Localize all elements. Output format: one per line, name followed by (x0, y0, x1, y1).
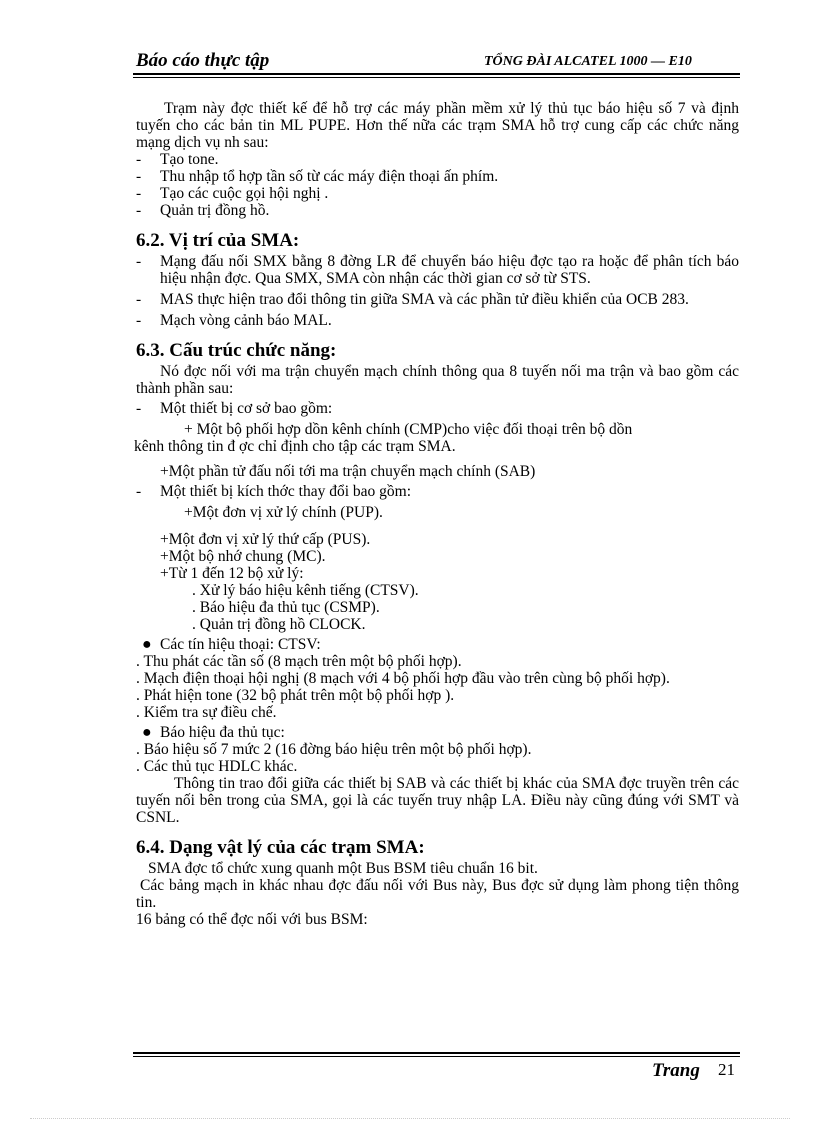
list-item: . Kiểm tra sự điều chế. (136, 704, 277, 721)
list-item: - Mạch vòng cảnh báo MAL. (136, 312, 332, 329)
list-item: . Báo hiệu số 7 mức 2 (16 đờng báo hiệu trên một bộ phối hợp). (136, 741, 532, 758)
page-number: 21 (718, 1060, 735, 1079)
list-item: . Báo hiệu đa thủ tục (CSMP). (192, 599, 380, 616)
paragraph: +Một phần tử đấu nối tới ma trận chuyển mạch chính (SAB) (160, 463, 536, 480)
header-rule (133, 73, 740, 75)
paragraph: +Một đơn vị xử lý thứ cấp (PUS). (160, 531, 371, 548)
document-body (136, 100, 739, 928)
list-item: - Tạo tone. (136, 151, 219, 168)
section-heading-6-4: 6.4. Dạng vật lý của các trạm SMA: (136, 837, 425, 858)
list-item: . Phát hiện tone (32 bộ phát trên một bộ phối hợp ). (136, 687, 455, 704)
footer-rule (133, 1052, 740, 1054)
list-item: . Các thủ tục HDLC khác. (136, 758, 298, 775)
list-item: - Quản trị đồng hồ. (136, 202, 270, 219)
list-item: - Tạo các cuộc gọi hội nghị . (136, 185, 329, 202)
list-item: ● Các tín hiệu thoại: CTSV: (142, 636, 321, 653)
paragraph: Nó đợc nối với ma trận chuyển mạch chính thông qua 8 tuyến nối ma trận và bao gồm các thành phần sau: (136, 363, 739, 397)
list-item: . Quản trị đồng hồ CLOCK. (192, 616, 366, 633)
header-title: Báo cáo thực tập (136, 50, 270, 71)
paragraph: +Từ 1 đến 12 bộ xử lý: (160, 565, 304, 582)
paragraph: +Một đơn vị xử lý chính (PUP). (184, 504, 383, 521)
list-item: - Mạng đấu nối SMX bằng 8 đờng LR để chuyển báo hiệu đợc tạo ra hoặc để phân tích báo hiệu nhận đợc. Qua SMX, SMA còn nhận các thời gian cơ sở từ STS. (136, 253, 739, 287)
page-edge-divider (30, 1118, 790, 1119)
list-item: . Xử lý báo hiệu kênh tiếng (CTSV). (192, 582, 419, 599)
list-item: . Mạch điện thoại hội nghị (8 mạch với 4 bộ phối hợp đầu vào trên cùng bộ phối hợp). (136, 670, 670, 687)
list-item: ● Báo hiệu đa thủ tục: (142, 724, 285, 741)
header-rule-thin (133, 77, 740, 78)
list-item: - Một thiết bị cơ sở bao gồm: (136, 400, 333, 417)
section-heading-6-2: 6.2. Vị trí của SMA: (136, 230, 300, 251)
paragraph: Các bảng mạch in khác nhau đợc đấu nối với Bus này, Bus đợc sử dụng làm phong tiện thông tin. (136, 877, 739, 911)
list-item: - Thu nhập tổ hợp tần số từ các máy điện thoại ấn phím. (136, 168, 499, 185)
page-label: Trang (652, 1060, 700, 1081)
paragraph: + Một bộ phối hợp dồn kênh chính (CMP)cho việc đối thoại trên bộ dồn (184, 421, 633, 438)
list-item: . Thu phát các tần số (8 mạch trên một bộ phối hợp). (136, 653, 462, 670)
paragraph: +Một bộ nhớ chung (MC). (160, 548, 326, 565)
intro-paragraph: Trạm này đợc thiết kế để hỗ trợ các máy phần mềm xử lý thủ tục báo hiệu số 7 và định tuyến cho các bản tin ML PUPE. Hơn thế nữa các trạm SMA hỗ trợ cung cấp các chức năng mạng dịch vụ nh sau: (136, 100, 739, 151)
section-heading-6-3: 6.3. Cấu trúc chức năng: (136, 340, 337, 361)
paragraph: kênh thông tin đ ợc chỉ định cho tập các trạm SMA. (134, 438, 456, 455)
header-subtitle: TỔNG ĐÀI ALCATEL 1000 — E10 (484, 54, 692, 69)
paragraph: Thông tin trao đổi giữa các thiết bị SAB và các thiết bị khác của SMA đợc truyền trên các tuyến nối bên trong của SMA, gọi là các tuyến truy nhập LA. Điều này cũng đúng với SMT và CSNL. (136, 775, 739, 826)
paragraph: SMA đợc tổ chức xung quanh một Bus BSM tiêu chuẩn 16 bit. (148, 860, 538, 877)
paragraph: 16 bảng có thể đợc nối với bus BSM: (136, 911, 368, 928)
list-item: - MAS thực hiện trao đổi thông tin giữa SMA và các phần tử điều khiển của OCB 283. (136, 291, 689, 308)
list-item: - Một thiết bị kích thớc thay đổi bao gồm: (136, 483, 411, 500)
footer-rule-thin (133, 1056, 740, 1057)
